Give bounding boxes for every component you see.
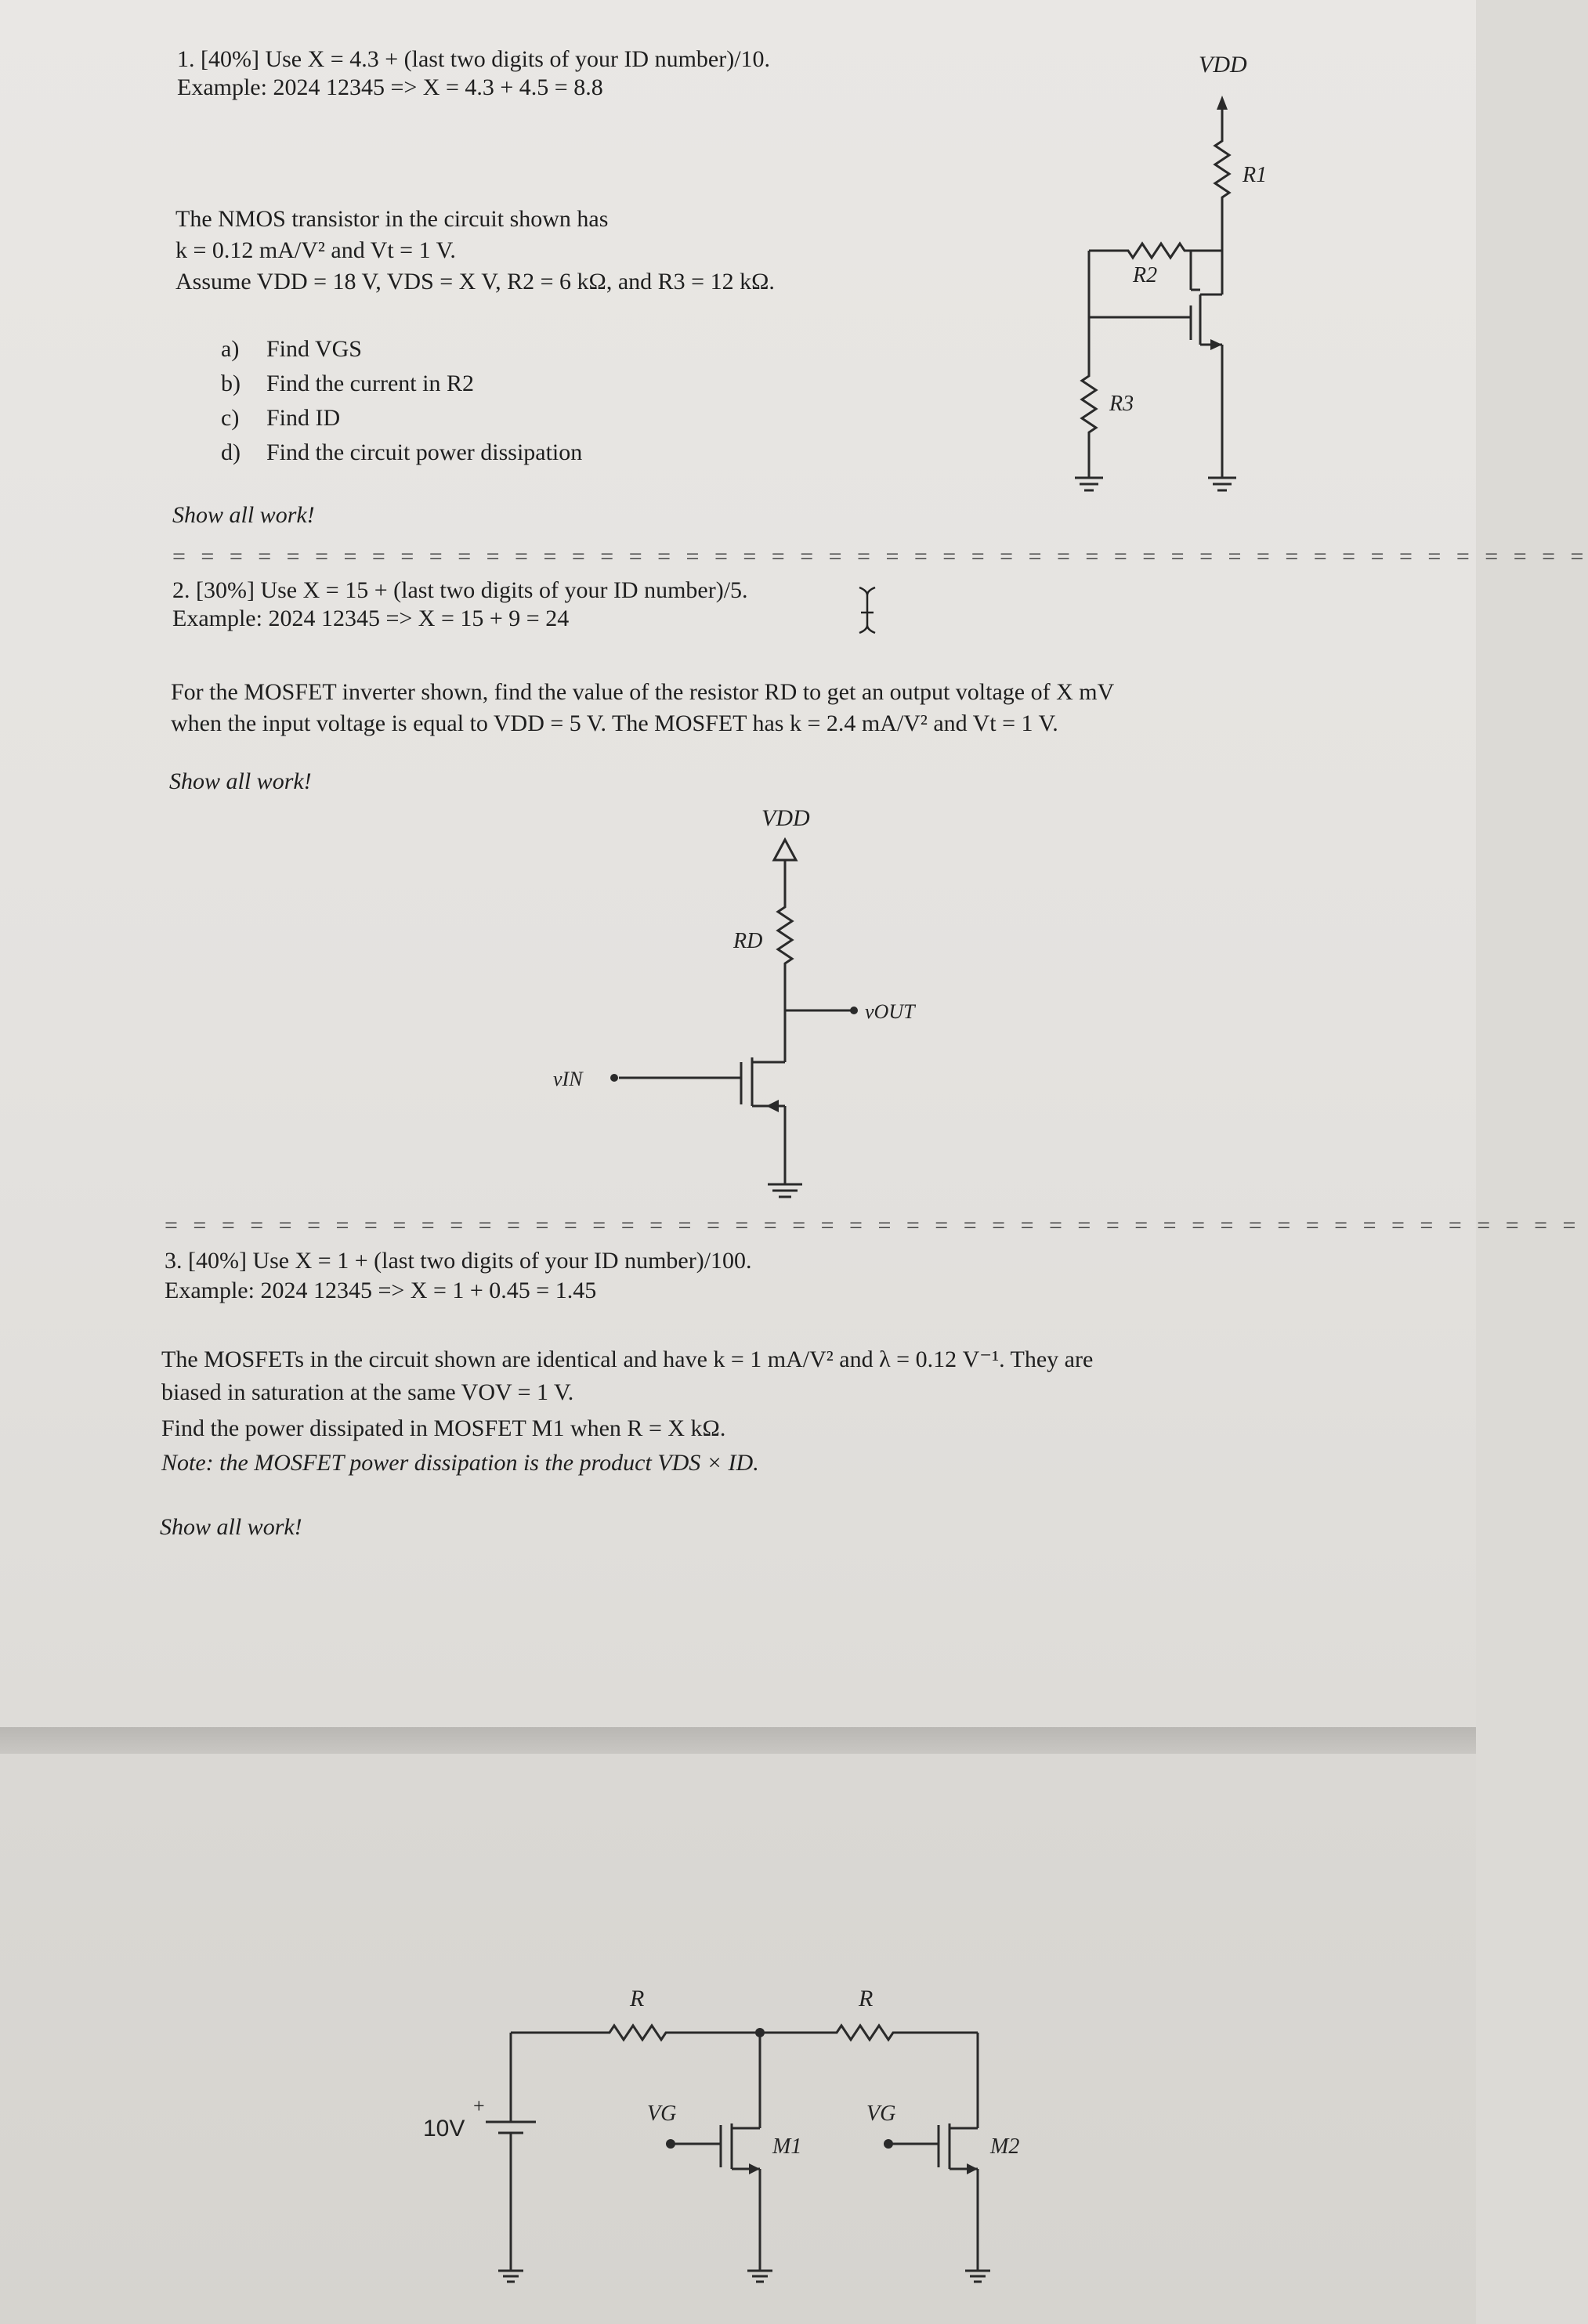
problem3-desc-3: Find the power dissipated in MOSFET M1 when R = X kΩ. [161,1415,726,1441]
problem2-header: 2. [30%] Use X = 15 + (last two digits of your ID number)/5. [172,577,748,603]
problem2-rd-label: RD [733,929,763,953]
problem1-item-d-text: Find the circuit power dissipation [266,439,583,465]
problem3-show-work: Show all work! [160,1514,302,1540]
problem1-r3-label: R3 [1109,392,1134,416]
text-cursor-icon [857,584,877,636]
problem3-r-right-label: R [859,1986,874,2011]
problem2-vdd-label: VDD [761,805,810,831]
problem1-r1-label: R1 [1243,163,1268,187]
problem3-m1-label: M1 [772,2134,802,2159]
problem3-r-left-label: R [630,1986,645,2011]
problem3-desc-1: The MOSFETs in the circuit shown are identical and have k = 1 mA/V² and λ = 0.12 V⁻¹. They are [161,1346,1094,1372]
separator-2: = = = = = = = = = = = = = = = = = = = = = = = = = = = = = = = = = = = = = = = = = = = = = = = = = = [165,1213,1581,1238]
problem1-vdd-label: VDD [1199,52,1247,78]
problem1-r2-label: R2 [1133,263,1158,287]
problem1-nmos-circuit [1050,39,1308,517]
problem3-vg-right-label: VG [866,2102,896,2126]
problem1-item-b-text: Find the current in R2 [266,370,474,396]
screen-edge-band [0,1727,1476,1754]
problem1-item-b-letter: b) [221,370,241,396]
problem3-circuit-area [0,1754,1476,2324]
problem1-item-a-letter: a) [221,336,240,362]
problem2-show-work: Show all work! [169,768,312,794]
problem3-m2-label: M2 [990,2134,1020,2159]
problem1-item-a-text: Find VGS [266,336,362,362]
problem3-header: 3. [40%] Use X = 1 + (last two digits of your ID number)/100. [165,1248,752,1274]
problem1-header: 1. [40%] Use X = 4.3 + (last two digits of your ID number)/10. [177,46,771,72]
problem1-item-c-text: Find ID [266,405,341,431]
problem2-desc-2: when the input voltage is equal to VDD = 5 V. The MOSFET has k = 2.4 mA/V² and Vt = 1 V. [171,710,1058,736]
problem1-desc-2: k = 0.12 mA/V² and Vt = 1 V. [175,237,456,263]
problem3-example: Example: 2024 12345 => X = 1 + 0.45 = 1.45 [165,1278,597,1303]
problem2-vout-label: vOUT [865,1000,915,1023]
problem1-desc-3: Assume VDD = 18 V, VDS = X V, R2 = 6 kΩ, and R3 = 12 kΩ. [175,269,775,295]
problem1-show-work: Show all work! [172,502,315,528]
problem1-item-c-letter: c) [221,405,240,431]
top-clipped-title [501,0,603,6]
problem2-desc-1: For the MOSFET inverter shown, find the value of the resistor RD to get an output voltage of X mV [171,679,1115,705]
problem2-inverter-circuit [541,799,948,1206]
problem3-desc-4: Note: the MOSFET power dissipation is the product VDS × ID. [161,1450,759,1476]
separator-1: = = = = = = = = = = = = = = = = = = = = = = = = = = = = = = = = = = = = = = = = = = = = = = = = = = [172,544,1588,569]
problem3-two-mosfet-circuit [392,1957,1081,2302]
problem3-plus-sign: + [473,2094,485,2117]
problem1-example: Example: 2024 12345 => X = 4.3 + 4.5 = 8.8 [177,74,603,100]
problem3-vg-left-label: VG [647,2102,677,2126]
problem1-item-d-letter: d) [221,439,241,465]
problem3-source-label: 10V [423,2116,465,2141]
problem2-vin-label: vIN [553,1068,583,1090]
problem2-example: Example: 2024 12345 => X = 15 + 9 = 24 [172,605,570,631]
problem1-desc-1: The NMOS transistor in the circuit shown has [175,206,609,232]
problem3-desc-2: biased in saturation at the same VOV = 1 V. [161,1379,574,1405]
